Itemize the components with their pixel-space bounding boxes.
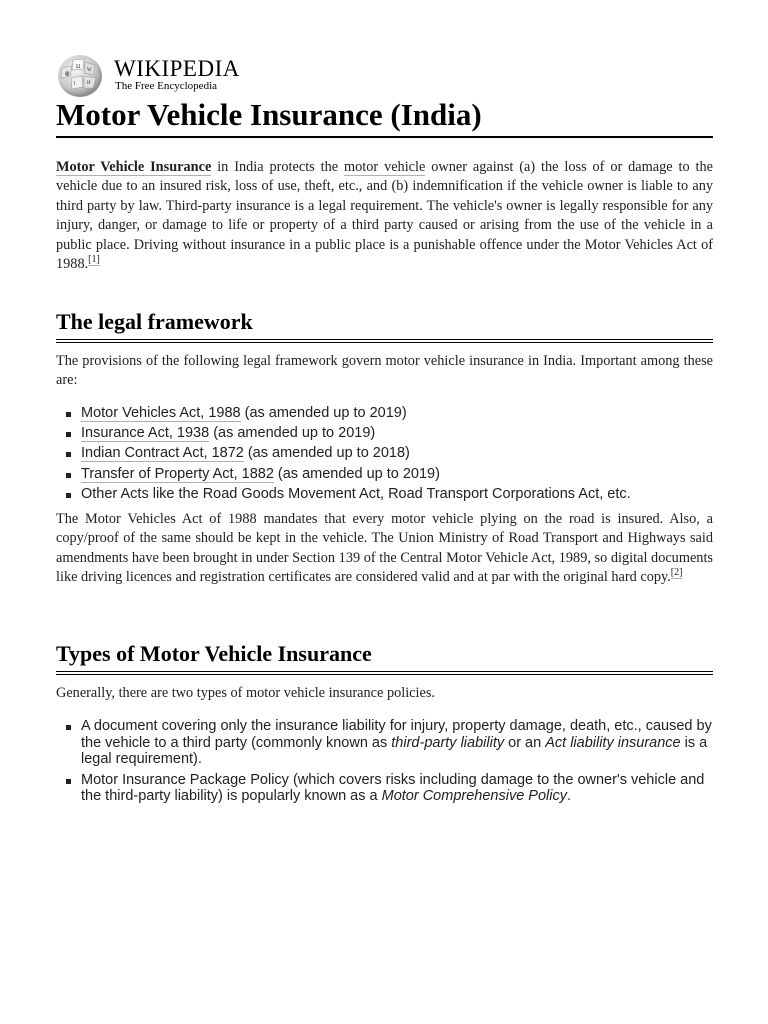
list-item-text: (as amended up to 2019) [240, 405, 407, 421]
svg-text:ا: ا [74, 82, 76, 87]
bullet-icon [66, 432, 71, 437]
indian-contract-act-link[interactable]: Indian Contract Act, 1872 [81, 445, 244, 462]
intro-text-2: owner against (a) the loss of or damage to the vehicle due to an insured risk, loss of use, theft, etc., and (b) indemnification if the vehicle owner is liable to any third party by law. Third-party insurance is a legal requirement. The vehicle's owner is legally responsible for any injury, danger, or damage to life or property of a third party caused or arising from the use of the vehicle in a public place. Driving without insurance in a public place is a punishable offence under the Motor Vehicles Act of 1988. [56, 159, 713, 273]
lead-term-link[interactable]: Motor Vehicle Insurance [56, 159, 212, 175]
svg-text:И: И [87, 81, 91, 86]
list-item-text: is a legal requirement). [81, 734, 708, 768]
bullet-icon [66, 412, 71, 417]
intro-paragraph [56, 158, 713, 274]
wikipedia-logo[interactable] [56, 54, 256, 98]
transfer-of-property-act-link[interactable]: Transfer of Property Act, 1882 [81, 465, 274, 482]
emphasis-text: Act liability insurance [545, 734, 681, 751]
list-item-text: (as amended up to 2019) [209, 425, 376, 442]
list-item [56, 405, 713, 422]
mva-text: The Motor Vehicles Act of 1988 mandates that every motor vehicle plying on the road is insured. Also, a copy/proof of the same should be kept in the vehicle. The Union Ministry of Road Transport and Highways said amendments have been brought in under Section 139 of the Central Motor Vehicle Act, 1989, so digital documents like driving licences and registration certificates are considered valid and at par with the original hard copy. [56, 511, 713, 586]
svg-text:W: W [87, 68, 92, 73]
insurance-act-link[interactable]: Insurance Act, 1938 [81, 425, 210, 442]
page-title: Motor Vehicle Insurance (India) [56, 96, 713, 138]
list-item [56, 445, 713, 462]
list-item-text: or an [504, 734, 546, 751]
list-item [56, 466, 713, 483]
legal-framework-list [56, 405, 713, 506]
list-item-text: A document covering only the insurance liability for injury, property damage, death, etc., caused by the vehicle to a third party (commonly known as [81, 718, 712, 751]
section-heading-types: Types of Motor Vehicle Insurance [56, 640, 713, 675]
svg-text:ꙮ: ꙮ [65, 72, 70, 77]
motor-vehicle-link[interactable]: motor vehicle [344, 159, 426, 175]
emphasis-text: third-party liability [391, 734, 505, 751]
list-item [56, 486, 713, 503]
list-item-text: (as amended up to 2019) [273, 465, 440, 482]
motor-vehicles-act-link[interactable]: Motor Vehicles Act, 1988 [81, 405, 241, 421]
tagline: The Free Encyclopedia [115, 80, 218, 92]
bullet-icon [66, 493, 71, 498]
intro-text-1: in India protects the [211, 159, 345, 175]
motor-vehicles-act-paragraph [56, 510, 713, 588]
bullet-icon [66, 779, 71, 784]
wordmark: WIKIPEDIA [114, 56, 240, 81]
insurance-types-list [56, 718, 713, 809]
svg-text:Ω: Ω [76, 64, 81, 70]
list-item [56, 425, 713, 442]
section-heading-legal-framework: The legal framework [56, 308, 713, 343]
bullet-icon [66, 452, 71, 457]
list-item-text: Other Acts like the Road Goods Movement Act, Road Transport Corporations Act, etc. [81, 485, 631, 502]
list-item-text: (as amended up to 2018) [243, 445, 410, 462]
list-item-text: Motor Insurance Package Policy (which covers risks including damage to the owner's vehicle and the third-party liability) is popularly known as a [81, 771, 705, 805]
list-item [56, 772, 713, 805]
wikipedia-globe-icon [56, 54, 104, 98]
bullet-icon [66, 473, 71, 478]
emphasis-text: Motor Comprehensive Policy [381, 788, 567, 805]
reference-2-link[interactable]: [2] [670, 567, 683, 579]
types-intro-paragraph: Generally, there are two types of motor vehicle insurance policies. [56, 685, 435, 701]
reference-1-link[interactable]: [1] [88, 254, 100, 266]
list-item [56, 718, 713, 768]
bullet-icon [66, 725, 71, 730]
list-item-text: . [566, 788, 571, 805]
legal-intro-paragraph: The provisions of the following legal framework govern motor vehicle insurance in India. Important among these are: [56, 353, 713, 389]
